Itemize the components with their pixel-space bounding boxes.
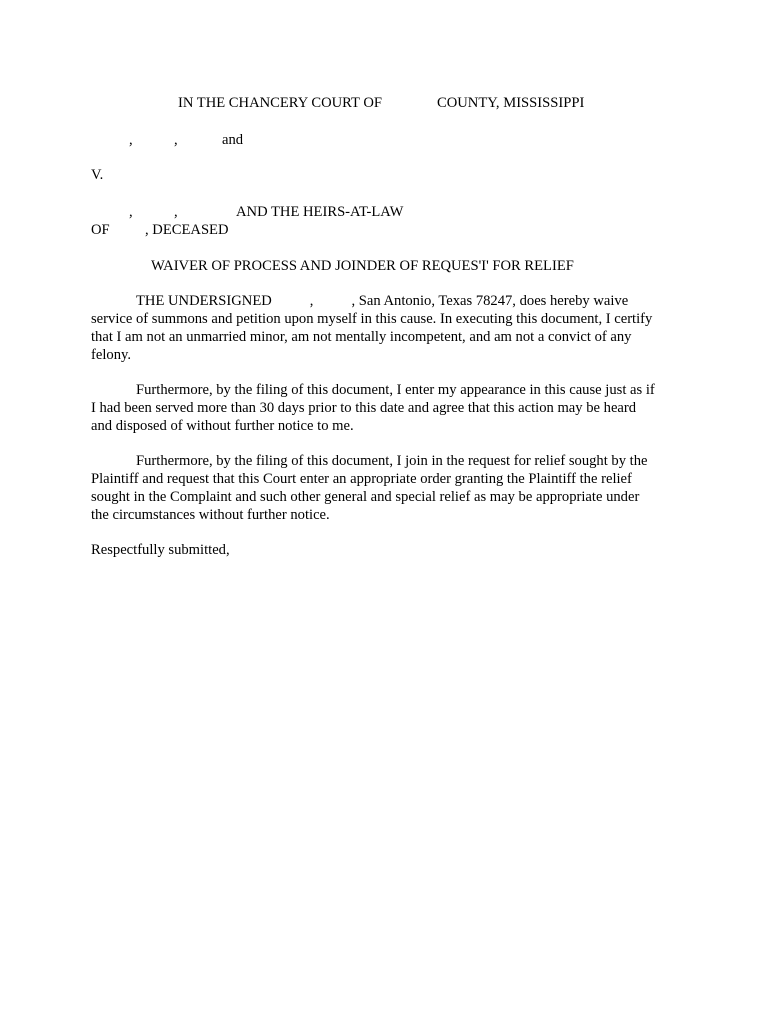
court-line-left: IN THE CHANCERY COURT OF [178,95,382,111]
paragraph-waiver [91,292,681,364]
undersigned-comma: , [309,293,314,309]
paragraph-line [91,381,681,399]
respondents-deceased: , DECEASED [145,222,229,238]
versus-label: V. [91,167,104,183]
paragraph-line: Plaintiff and request that this Court enter an appropriate order granting the Plaintiff the relief [91,471,632,487]
paragraph-joinder [91,452,681,524]
respondents-of: OF [91,222,110,238]
closing-text: Respectfully submitted, [91,542,230,558]
paragraph-line: sought in the Complaint and such other general and special relief as may be appropriate under [91,489,640,505]
paragraph-line: and disposed of without further notice to me. [91,418,354,434]
petitioners-comma-1: , [129,132,133,148]
court-line-right: COUNTY, MISSISSIPPI [437,95,585,111]
paragraph-line: I had been served more than 30 days prior to this date and agree that this action may be heard [91,400,637,416]
undersigned-lead: THE UNDERSIGNED [136,293,272,309]
paragraph-line: felony. [91,347,131,363]
paragraph-line: service of summons and petition upon myself in this cause. In executing this document, I certify [91,311,653,327]
document-title: WAIVER OF PROCESS AND JOINDER OF REQUES'I' FOR RELIEF [151,258,574,274]
paragraph-line: the circumstances without further notice. [91,507,330,523]
paragraph-line [91,452,681,470]
respondents-heirs: AND THE HEIRS-AT-LAW [236,204,404,220]
respondents-comma-2: , [174,204,178,220]
petitioners-and: and [222,132,244,148]
petitioners-comma-2: , [174,132,178,148]
paragraph-line-text: Furthermore, by the filing of this document, I join in the request for relief sought by the [136,453,648,469]
paragraph-line-text: Furthermore, by the filing of this document, I enter my appearance in this cause just as if [136,382,655,398]
address-text: , San Antonio, Texas 78247, does hereby waive [351,293,629,309]
paragraph-line [91,292,681,310]
paragraph-appearance [91,381,681,435]
paragraph-line: that I am not an unmarried minor, am not mentally incompetent, and am not a convict of any [91,329,632,345]
respondents-comma-1: , [129,204,133,220]
